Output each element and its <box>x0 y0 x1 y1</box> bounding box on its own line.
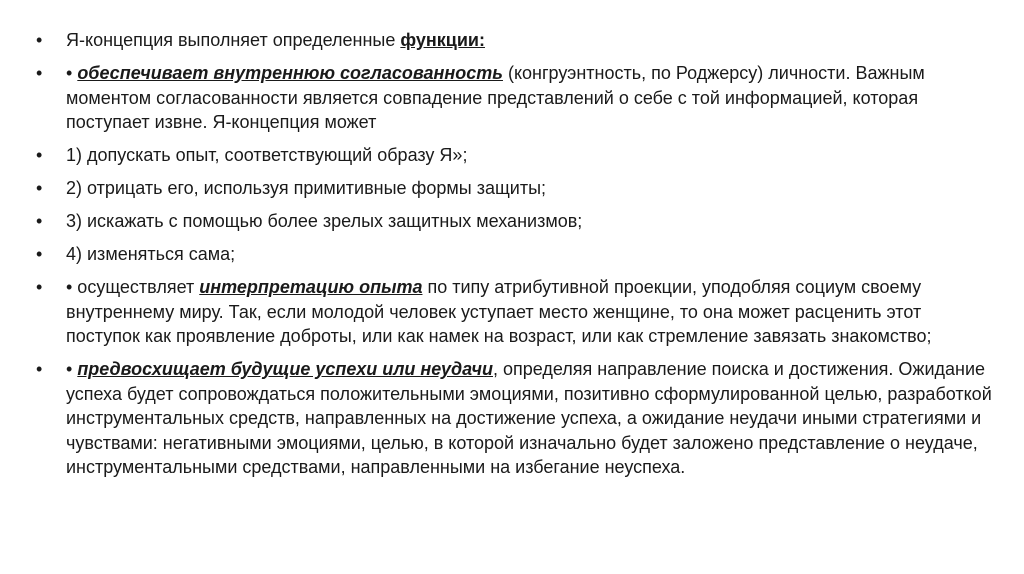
item-text: 3) искажать с помощью более зрелых защитных механизмов; <box>66 211 583 231</box>
list-item <box>36 176 994 201</box>
bullet-marker: • <box>36 211 43 231</box>
item-text: Я-концепция выполняет определенные <box>66 30 401 50</box>
item-text: 4) изменяться сама; <box>66 244 236 264</box>
item-emphasis: функции: <box>400 30 485 50</box>
item-text-tail: по типу атрибутивной проекции, уподобляя социум своему внутреннему миру. Так, если молодой человек уступает место женщине, то она может расценить этот поступок как проявление доброты, или как намек на возраст, или как стремление завязать знакомство; <box>66 277 932 346</box>
item-text: 2) отрицать его, используя примитивные формы защиты; <box>66 178 547 198</box>
item-text-tail: , определяя направление поиска и достижения. Ожидание успеха будет сопровождаться положительными эмоциями, позитивно сформулированной целью, разработкой инструментальных средств, направленных на достижение успеха, а ожидание неудачи иными стратегиями и чувствами: негативными эмоциями, целью, в которой изначально будет заложено представление о неудаче, инструментальными средствами, направленными на избегание неуспеха. <box>66 359 992 477</box>
list-item <box>36 143 994 168</box>
item-text: • осуществляет <box>66 277 200 297</box>
item-emphasis: интерпретацию опыта <box>199 277 423 297</box>
bullet-marker: • <box>36 359 43 379</box>
item-text: • <box>66 63 78 83</box>
bullet-marker: • <box>36 63 43 83</box>
item-text: • <box>66 359 78 379</box>
list-item <box>36 275 994 349</box>
bullet-marker: • <box>36 178 43 198</box>
item-text: 1) допускать опыт, соответствующий образу Я»; <box>66 145 468 165</box>
list-item <box>36 28 994 53</box>
bullet-marker: • <box>36 30 43 50</box>
bullet-marker: • <box>36 277 43 297</box>
item-emphasis: предвосхищает будущие успехи или неудачи <box>77 359 493 379</box>
bullet-marker: • <box>36 145 43 165</box>
list-item <box>36 357 994 480</box>
list-item <box>36 61 994 135</box>
bullet-list <box>36 28 994 480</box>
list-item <box>36 209 994 234</box>
item-emphasis: обеспечивает внутреннюю согласованность <box>77 63 503 83</box>
bullet-marker: • <box>36 244 43 264</box>
item-text-tail: (конгруэнтность, по Роджерсу) личности. Важным моментом согласованности является совпадение представлений о себе с той информацией, которая поступает извне. Я-концепция может <box>66 63 925 132</box>
list-item <box>36 242 994 267</box>
